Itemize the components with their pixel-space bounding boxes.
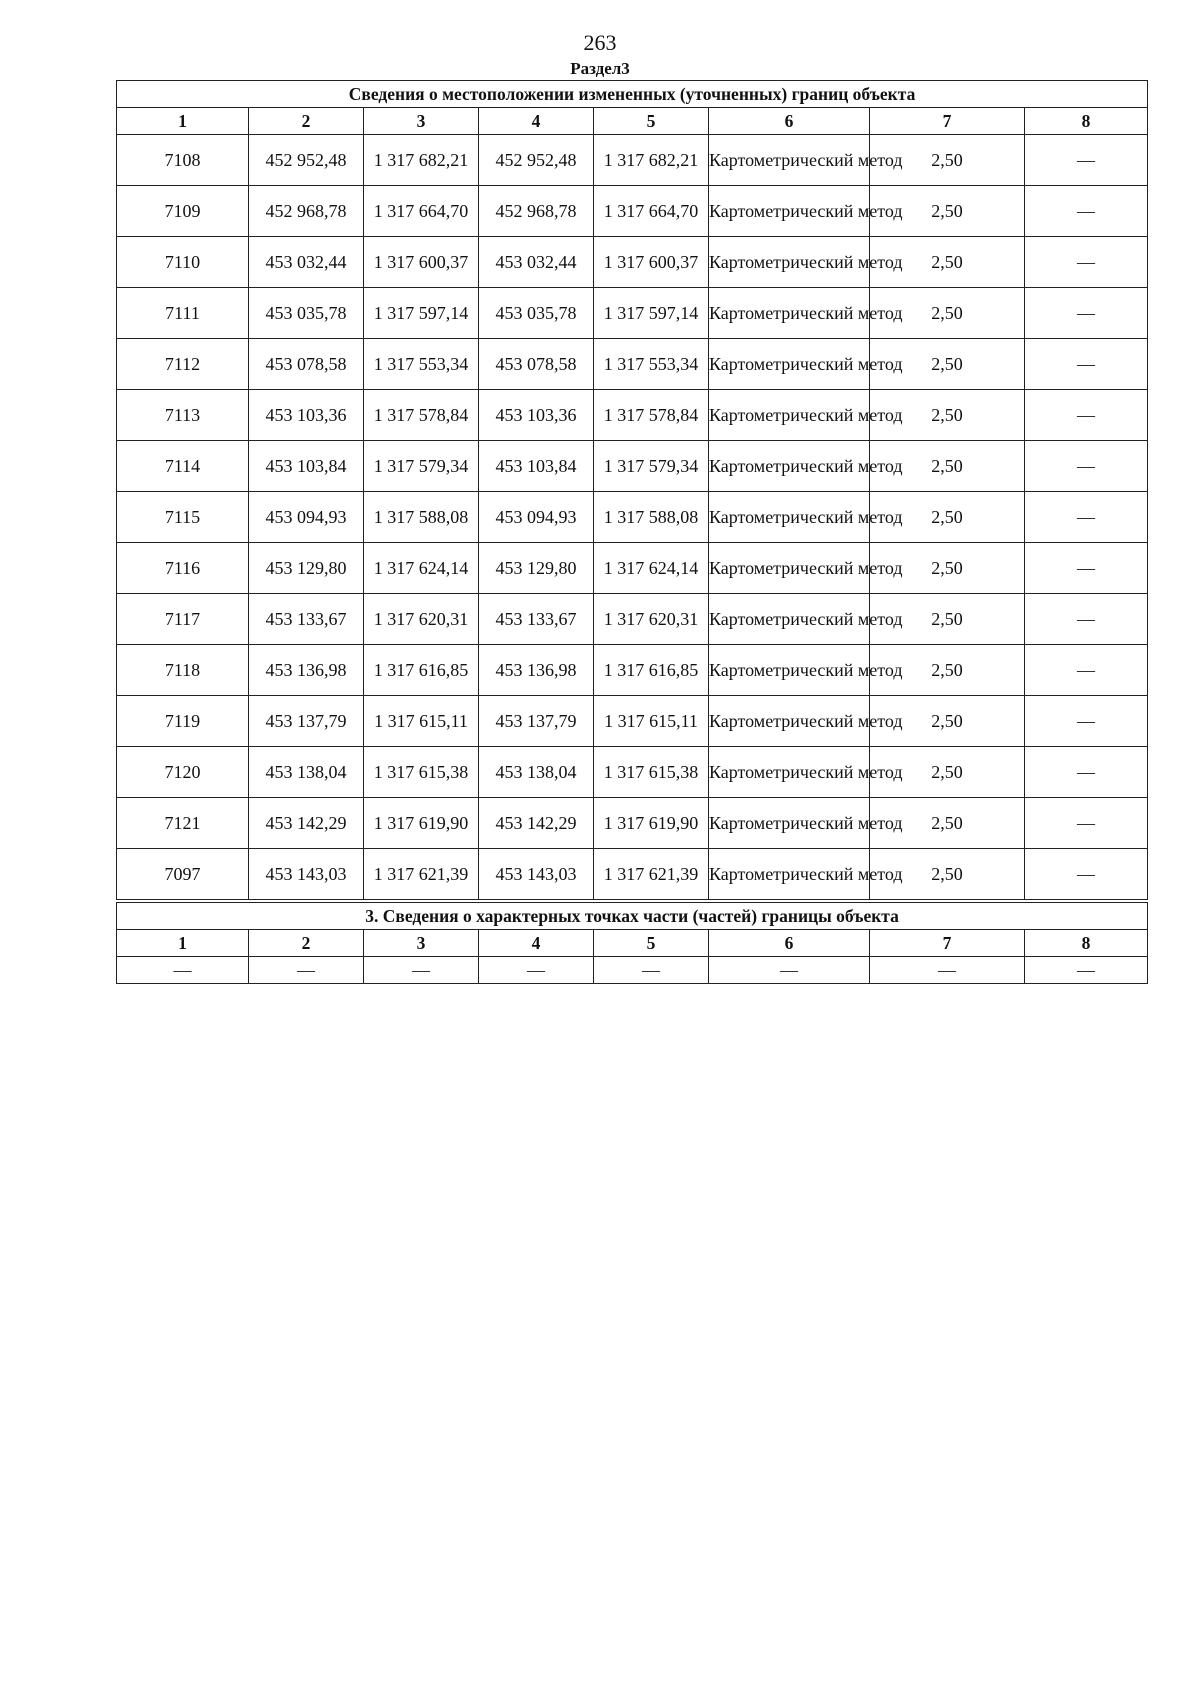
table-cell: 1 317 615,11 — [594, 696, 709, 747]
column-number: 7 — [870, 108, 1025, 135]
table-cell: 453 103,36 — [479, 390, 594, 441]
table-cell: — — [1025, 390, 1148, 441]
table-cell: 7097 — [117, 849, 249, 900]
section-heading: Раздел3 — [570, 59, 630, 78]
column-number: 2 — [249, 930, 364, 957]
table-cell: 7121 — [117, 798, 249, 849]
table-cell: 1 317 624,14 — [364, 543, 479, 594]
table-cell: 1 317 624,14 — [594, 543, 709, 594]
table-cell: 1 317 682,21 — [364, 135, 479, 186]
table-cell: 453 133,67 — [479, 594, 594, 645]
table-cell: 7109 — [117, 186, 249, 237]
table-cell: 1 317 682,21 — [594, 135, 709, 186]
table-cell: 7113 — [117, 390, 249, 441]
column-number: 5 — [594, 930, 709, 957]
table-cell: 453 103,84 — [479, 441, 594, 492]
table-row — [117, 441, 1148, 492]
table-cell: — — [1025, 696, 1148, 747]
table-cell: Картометрический метод — [709, 798, 870, 849]
table-row — [117, 594, 1148, 645]
table-cell: 7120 — [117, 747, 249, 798]
table-cell: 1 317 588,08 — [594, 492, 709, 543]
column-number: 6 — [709, 930, 870, 957]
table-cell: — — [1025, 339, 1148, 390]
table-cell: 7112 — [117, 339, 249, 390]
table-cell: 452 952,48 — [479, 135, 594, 186]
table-cell: — — [249, 957, 364, 984]
table-cell: — — [594, 957, 709, 984]
table-cell: 7110 — [117, 237, 249, 288]
table-cell: Картометрический метод — [709, 390, 870, 441]
table-cell: — — [1025, 747, 1148, 798]
part-boundary-points-table — [116, 902, 1148, 984]
table-cell: — — [870, 957, 1025, 984]
table-cell: 2,50 — [870, 798, 1025, 849]
table-row — [117, 186, 1148, 237]
table-cell: 7114 — [117, 441, 249, 492]
table-cell: Картометрический метод — [709, 747, 870, 798]
table-row — [117, 492, 1148, 543]
table-cell: 452 952,48 — [249, 135, 364, 186]
table-cell: 453 129,80 — [249, 543, 364, 594]
column-number: 2 — [249, 108, 364, 135]
table-cell: 2,50 — [870, 849, 1025, 900]
table-cell: — — [364, 957, 479, 984]
table-cell: 2,50 — [870, 594, 1025, 645]
table-cell: 453 142,29 — [249, 798, 364, 849]
table-cell: 453 137,79 — [479, 696, 594, 747]
table-cell: Картометрический метод — [709, 288, 870, 339]
table-cell: 1 317 553,34 — [364, 339, 479, 390]
table-cell: Картометрический метод — [709, 237, 870, 288]
table-cell: Картометрический метод — [709, 543, 870, 594]
table-cell: 1 317 620,31 — [364, 594, 479, 645]
table-cell: 453 143,03 — [479, 849, 594, 900]
table-cell: 1 317 600,37 — [594, 237, 709, 288]
table-cell: — — [1025, 594, 1148, 645]
column-number: 5 — [594, 108, 709, 135]
table-cell: 1 317 620,31 — [594, 594, 709, 645]
table-cell: 453 078,58 — [249, 339, 364, 390]
table-cell: 2,50 — [870, 237, 1025, 288]
table-cell: 1 317 579,34 — [594, 441, 709, 492]
table-cell: 2,50 — [870, 186, 1025, 237]
table-cell: 453 094,93 — [249, 492, 364, 543]
table-row — [117, 798, 1148, 849]
table-cell: 453 094,93 — [479, 492, 594, 543]
table-row — [117, 543, 1148, 594]
column-number: 4 — [479, 108, 594, 135]
table-cell: 2,50 — [870, 339, 1025, 390]
table-cell: — — [1025, 237, 1148, 288]
table-cell: 2,50 — [870, 390, 1025, 441]
column-number-row — [117, 930, 1148, 957]
column-number: 3 — [364, 930, 479, 957]
table-cell: 452 968,78 — [479, 186, 594, 237]
table-cell: 453 129,80 — [479, 543, 594, 594]
table-cell: 2,50 — [870, 288, 1025, 339]
table-cell: 7115 — [117, 492, 249, 543]
table-cell: Картометрический метод — [709, 441, 870, 492]
table-cell: 7116 — [117, 543, 249, 594]
table-caption: Сведения о местоположении измененных (уточненных) границ объекта — [117, 81, 1148, 108]
table-cell: Картометрический метод — [709, 696, 870, 747]
table-cell: 2,50 — [870, 441, 1025, 492]
table-row — [117, 849, 1148, 900]
table-cell: 1 317 597,14 — [364, 288, 479, 339]
table-cell: Картометрический метод — [709, 594, 870, 645]
table-cell: — — [1025, 645, 1148, 696]
table-cell: 1 317 616,85 — [594, 645, 709, 696]
table-cell: 7111 — [117, 288, 249, 339]
table-cell: 1 317 621,39 — [594, 849, 709, 900]
table-cell: 2,50 — [870, 645, 1025, 696]
table-cell: 1 317 619,90 — [594, 798, 709, 849]
table-cell: — — [709, 957, 870, 984]
table-caption: 3. Сведения о характерных точках части (частей) границы объекта — [117, 903, 1148, 930]
table-cell: 453 138,04 — [249, 747, 364, 798]
boundary-coordinates-table — [116, 80, 1148, 900]
table-cell: 1 317 600,37 — [364, 237, 479, 288]
table-cell: 453 032,44 — [249, 237, 364, 288]
table-cell: 1 317 619,90 — [364, 798, 479, 849]
table-cell: 453 138,04 — [479, 747, 594, 798]
table-cell: 453 136,98 — [249, 645, 364, 696]
table-cell: 453 032,44 — [479, 237, 594, 288]
table-cell: — — [1025, 543, 1148, 594]
table-row — [117, 135, 1148, 186]
column-number: 1 — [117, 930, 249, 957]
table-row — [117, 957, 1148, 984]
column-number: 8 — [1025, 108, 1148, 135]
table-row — [117, 747, 1148, 798]
table-cell: 1 317 621,39 — [364, 849, 479, 900]
table-cell: 1 317 579,34 — [364, 441, 479, 492]
column-number: 1 — [117, 108, 249, 135]
table-cell: 1 317 578,84 — [364, 390, 479, 441]
table-cell: 453 143,03 — [249, 849, 364, 900]
table-row — [117, 339, 1148, 390]
table-cell: 1 317 553,34 — [594, 339, 709, 390]
table-cell: — — [1025, 186, 1148, 237]
table-cell: 2,50 — [870, 747, 1025, 798]
table-cell: 452 968,78 — [249, 186, 364, 237]
table-cell: 7108 — [117, 135, 249, 186]
table-cell: — — [1025, 957, 1148, 984]
table-cell: 453 136,98 — [479, 645, 594, 696]
table-cell: 1 317 588,08 — [364, 492, 479, 543]
table-cell: — — [1025, 135, 1148, 186]
column-number: 3 — [364, 108, 479, 135]
table-cell: 1 317 615,38 — [594, 747, 709, 798]
table-cell: — — [479, 957, 594, 984]
table-cell: 7119 — [117, 696, 249, 747]
table-cell: — — [1025, 492, 1148, 543]
column-number: 7 — [870, 930, 1025, 957]
table-cell: Картометрический метод — [709, 849, 870, 900]
table-cell: 453 078,58 — [479, 339, 594, 390]
table-cell: — — [1025, 798, 1148, 849]
table-cell: — — [1025, 441, 1148, 492]
table-cell: — — [1025, 288, 1148, 339]
table-cell: 453 035,78 — [249, 288, 364, 339]
table-cell: 453 142,29 — [479, 798, 594, 849]
column-number-row — [117, 108, 1148, 135]
table-cell: 7117 — [117, 594, 249, 645]
table-cell: 2,50 — [870, 135, 1025, 186]
table-cell: 453 137,79 — [249, 696, 364, 747]
table-cell: — — [1025, 849, 1148, 900]
table-cell: 2,50 — [870, 492, 1025, 543]
table-cell: 7118 — [117, 645, 249, 696]
table-cell: 1 317 664,70 — [594, 186, 709, 237]
table-cell: Картометрический метод — [709, 186, 870, 237]
table-cell: — — [117, 957, 249, 984]
table-cell: Картометрический метод — [709, 645, 870, 696]
table-cell: 2,50 — [870, 543, 1025, 594]
table-cell: 1 317 616,85 — [364, 645, 479, 696]
table-cell: 2,50 — [870, 696, 1025, 747]
column-number: 4 — [479, 930, 594, 957]
table-cell: 1 317 578,84 — [594, 390, 709, 441]
table-cell: 1 317 664,70 — [364, 186, 479, 237]
table-cell: Картометрический метод — [709, 492, 870, 543]
table-row — [117, 696, 1148, 747]
table-cell: 1 317 597,14 — [594, 288, 709, 339]
table-row — [117, 237, 1148, 288]
table-cell: 1 317 615,11 — [364, 696, 479, 747]
table-cell: 453 103,84 — [249, 441, 364, 492]
table-cell: 453 035,78 — [479, 288, 594, 339]
table-row — [117, 645, 1148, 696]
table-cell: 1 317 615,38 — [364, 747, 479, 798]
column-number: 6 — [709, 108, 870, 135]
table-cell: 453 133,67 — [249, 594, 364, 645]
column-number: 8 — [1025, 930, 1148, 957]
table-cell: Картометрический метод — [709, 339, 870, 390]
table-cell: Картометрический метод — [709, 135, 870, 186]
page-number: 263 — [583, 30, 617, 55]
table-row — [117, 390, 1148, 441]
table-row — [117, 288, 1148, 339]
table-cell: 453 103,36 — [249, 390, 364, 441]
